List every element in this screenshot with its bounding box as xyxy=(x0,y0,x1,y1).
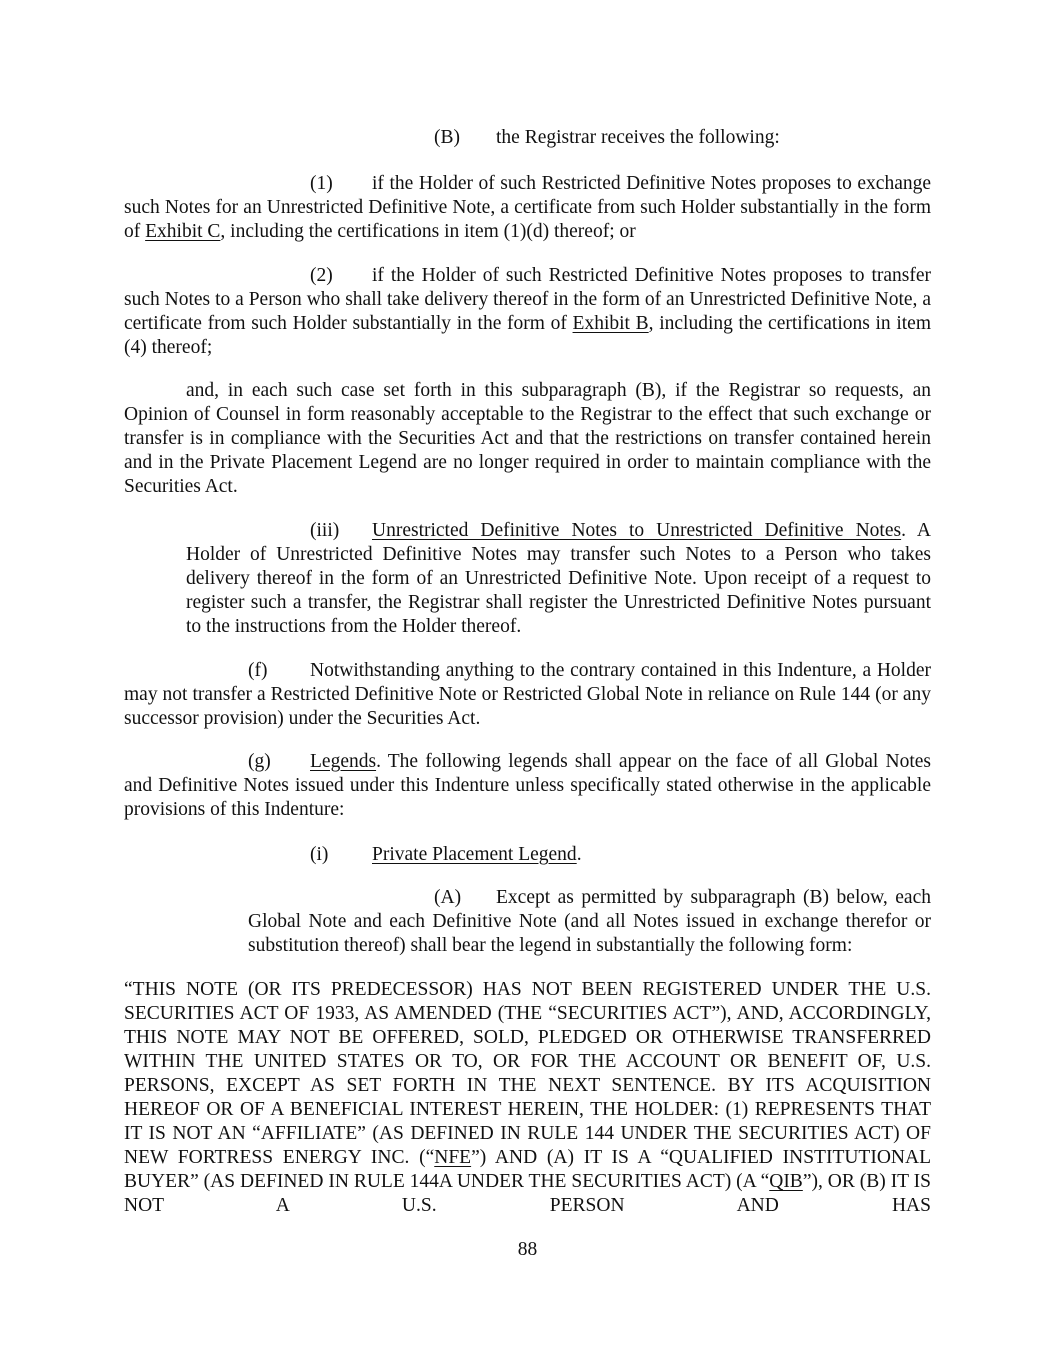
item-a-text: Except as permitted by subparagraph (B) below, each Global Note and each Definitive Note (and all Notes issued in exchange therefor or substitution thereof) shall bear the legend in substantially the following form: xyxy=(248,887,931,956)
legends-heading: Legends xyxy=(310,751,377,772)
item-iii-label: (iii) xyxy=(310,520,340,541)
item-i-tail: . xyxy=(576,844,582,865)
item-1 xyxy=(124,172,931,244)
item-g-label: (g) xyxy=(248,751,271,772)
item-i xyxy=(310,843,910,867)
item-2-label: (2) xyxy=(310,265,333,286)
exhibit-c-link: Exhibit C xyxy=(145,221,221,242)
nfe-term: NFE xyxy=(434,1147,472,1168)
item-iii-text: . A Holder of Unrestricted Definitive Notes may transfer such Notes to a Person who takes delivery thereof in the form of an Unrestricted Definitive Note. Upon receipt of a request to register such a transfer, the Registrar shall register the Unrestricted Definitive Notes pursuant to the instructions from the Holder thereof. xyxy=(186,520,931,637)
page-number: 88 xyxy=(517,1239,538,1260)
para-b xyxy=(434,126,934,150)
item-f-label: (f) xyxy=(248,660,268,681)
item-g xyxy=(124,750,931,822)
item-g-text: . The following legends shall appear on the face of all Global Notes and Definitive Notes issued under this Indenture unless specifically stated otherwise in the applicable provisions of this Indenture: xyxy=(124,751,931,820)
item-i-label: (i) xyxy=(310,844,329,865)
private-placement-legend-heading: Private Placement Legend xyxy=(372,844,577,865)
legend-part-2: ”) AND (A) IT IS A “QUALIFIED INSTITUTIONAL BUYER” (AS DEFINED IN RULE 144A UNDER THE SECURITIES ACT) (A “ xyxy=(124,1147,931,1192)
item-2-lead: if the Holder of such Restricted Definitive Notes proposes to transfer such Notes to a Person who shall take delivery thereof in the form of an Unrestricted Definitive Note, a certificate from such Holder substantially in the form of xyxy=(124,265,931,334)
item-iii xyxy=(186,519,931,639)
legend-part-3: ”), OR (B) IT IS NOT A U.S. PERSON AND HAS xyxy=(124,1171,932,1216)
qib-term: QIB xyxy=(769,1171,803,1192)
exhibit-b-link: Exhibit B xyxy=(572,313,649,334)
item-1-lead: if the Holder of such Restricted Definitive Notes proposes to exchange such Notes for an Unrestricted Definitive Note, a certificate from such Holder substantially in the form of xyxy=(124,173,931,242)
item-2 xyxy=(124,264,931,360)
item-iii-heading: Unrestricted Definitive Notes to Unrestricted Definitive Notes xyxy=(372,520,902,541)
legend-text xyxy=(124,978,931,1218)
item-f xyxy=(124,659,931,731)
para-b-text: the Registrar receives the following: xyxy=(496,127,780,148)
legend-part-1: “THIS NOTE (OR ITS PREDECESSOR) HAS NOT BEEN REGISTERED UNDER THE U.S. SECURITIES ACT OF 1933, AS AMENDED (THE “SECURITIES ACT”), AND, ACCORDINGLY, THIS NOTE MAY NOT BE OFFERED, SOLD, PLEDGED OR OTHERWISE TRANSFERRED WITHIN THE UNITED STATES OR TO, OR FOR THE ACCOUNT OR BENEFIT OF, U.S. PERSONS, EXCEPT AS SET FORTH IN THE NEXT SENTENCE. BY ITS ACQUISITION HEREOF OR OF A BENEFICIAL INTEREST HEREIN, THE HOLDER: (1) REPRESENTS THAT IT IS NOT AN “AFFILIATE” (AS DEFINED IN RULE 144 UNDER THE SECURITIES ACT) OF NEW FORTRESS ENERGY INC. (“ xyxy=(124,979,931,1168)
item-1-label: (1) xyxy=(310,173,333,194)
item-a xyxy=(248,886,931,958)
item-1-tail: , including the certifications in item (1)(d) thereof; or xyxy=(220,221,636,242)
item-2-tail: , including the certifications in item (4) thereof; xyxy=(124,313,932,358)
item-a-label: (A) xyxy=(434,887,462,908)
para-b-label: (B) xyxy=(434,127,460,148)
and-paragraph: and, in each such case set forth in this subparagraph (B), if the Registrar so requests, an Opinion of Counsel in form reasonably acceptable to the Registrar to the effect that such exchange or transfer is in compliance with the Securities Act and that the restrictions on transfer contained herein and in the Private Placement Legend are no longer required in order to maintain compliance with the Securities Act. xyxy=(124,380,931,497)
item-f-text: Notwithstanding anything to the contrary contained in this Indenture, a Holder may not transfer a Restricted Definitive Note or Restricted Global Note in reliance on Rule 144 (or any successor provision) under the Securities Act. xyxy=(124,660,931,729)
